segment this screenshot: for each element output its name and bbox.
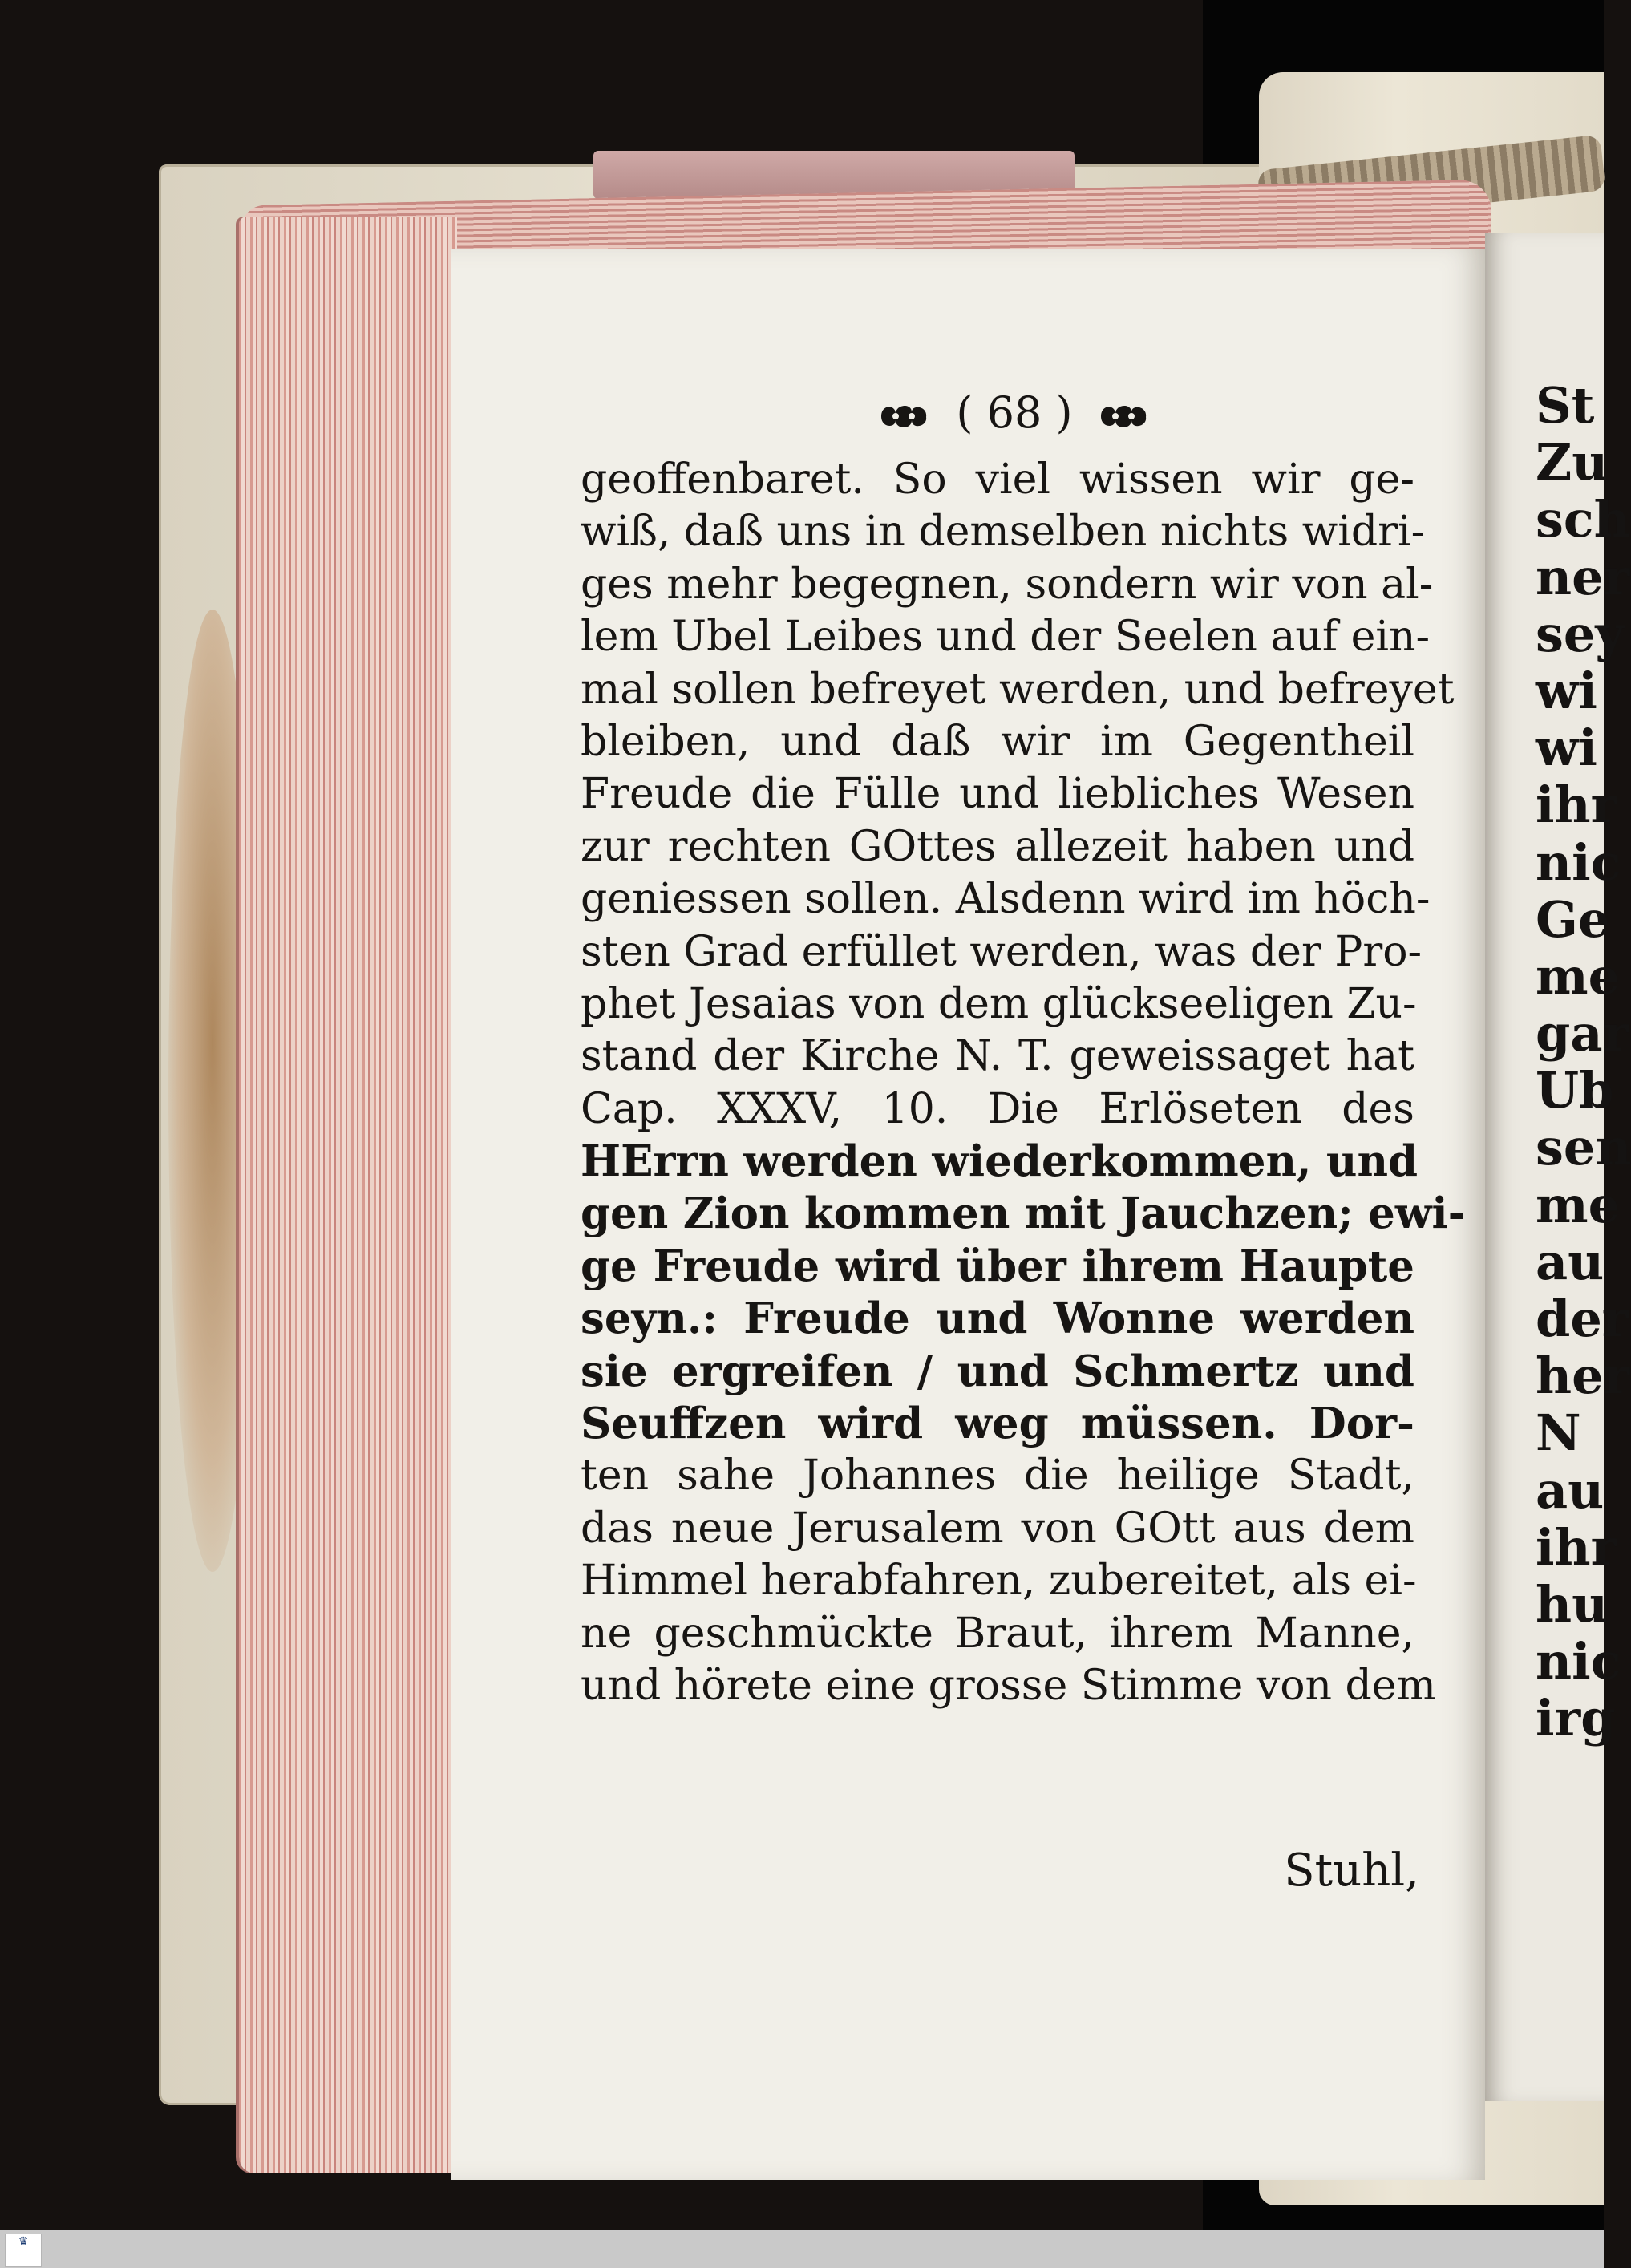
text-line: sie ergreifen / und Schmertz und [581, 1346, 1414, 1396]
text-line: mal sollen befreyet werden, und befreyet [581, 665, 1455, 714]
facing-line-fragment: au [1536, 1232, 1605, 1291]
facing-line-fragment: Ub [1536, 1061, 1614, 1120]
page-fore-edge [239, 217, 457, 2173]
text-line: seyn.: Freude und Wonne werden [581, 1294, 1414, 1344]
facing-line-fragment: ner [1536, 547, 1630, 606]
text-line: lem Ubel Leibes und der Seelen auf ein- [581, 613, 1431, 662]
page-number: ( 68 ) [956, 387, 1073, 438]
facing-line-fragment: wi [1536, 661, 1597, 720]
facing-line-fragment: her [1536, 1347, 1630, 1406]
text-line: geniessen sollen. Alsdenn wird im höch- [581, 875, 1431, 924]
text-line: ne geschmückte Braut, ihrem Manne, [581, 1609, 1414, 1658]
text-line: das neue Jerusalem von GOtt aus dem [581, 1504, 1414, 1553]
text-line: und hörete eine grosse Stimme von dem [581, 1661, 1436, 1710]
page-body-text [581, 454, 1466, 1712]
facing-line-fragment: Zu [1536, 433, 1609, 492]
text-line: ten sahe Johannes die heilige Stadt, [581, 1452, 1414, 1501]
facing-line-fragment: irg [1536, 1689, 1616, 1748]
text-line: HErrn werden wiederkommen, und [581, 1136, 1419, 1187]
facing-line-fragment: sch [1536, 490, 1630, 549]
facing-line-fragment: me [1536, 946, 1621, 1006]
facing-line-fragment: wi [1536, 719, 1597, 778]
facing-page-text [1536, 376, 1631, 1748]
text-line: sten Grad erfüllet werden, was der Pro- [581, 927, 1423, 976]
facing-line-fragment: ihr [1536, 776, 1617, 835]
facing-line-fragment: sen [1536, 1118, 1631, 1177]
library-logo-icon: ♛ [5, 2234, 42, 2267]
text-line: stand der Kirche N. T. geweissaget hat [581, 1032, 1414, 1081]
facing-line-fragment: nic [1536, 832, 1621, 892]
facing-line-fragment: hu [1536, 1574, 1609, 1634]
text-line: phet Jesaias von dem glückseeligen Zu- [581, 979, 1417, 1028]
facing-line-fragment: nic [1536, 1632, 1621, 1691]
text-line: ge Freude wird über ihrem Haupte [581, 1241, 1414, 1291]
text-line: Freude die Fülle und liebliches Wesen [581, 770, 1414, 819]
catchword: Stuhl, [1284, 1845, 1419, 1897]
text-line: Himmel herabfahren, zubereitet, als ei- [581, 1557, 1417, 1606]
text-line: wiß, daß uns in demselben nichts widri- [581, 508, 1426, 557]
text-line: gen Zion kommen mit Jauchzen; ewi- [581, 1189, 1466, 1239]
fleuron-left-icon [876, 398, 933, 435]
facing-line-fragment: sey [1536, 604, 1625, 663]
facing-line-fragment: der [1536, 1290, 1629, 1348]
fleuron-right-icon [1096, 398, 1152, 435]
text-line: geoffenbaret. So viel wissen wir ge- [581, 456, 1414, 504]
facing-line-fragment: au [1536, 1460, 1605, 1520]
text-line: ges mehr begegnen, sondern wir von al- [581, 560, 1434, 609]
facing-line-fragment: me [1536, 1175, 1621, 1234]
viewer-footer-bar [0, 2230, 1604, 2268]
text-line: Cap. XXXV, 10. Die Erlöseten des [581, 1084, 1414, 1133]
page-header [846, 385, 1183, 441]
facing-line-fragment: St [1536, 376, 1595, 435]
text-line: Seuffzen wird weg müssen. Dor- [581, 1399, 1414, 1449]
facing-line-fragment: ihr [1536, 1517, 1617, 1577]
facing-line-fragment: N [1536, 1403, 1581, 1463]
text-line: bleiben, und daß wir im Gegentheil [581, 717, 1414, 766]
facing-line-fragment: Ge [1536, 889, 1610, 949]
text-line: zur rechten GOttes allezeit haben und [581, 822, 1414, 871]
facing-line-fragment: gar [1536, 1004, 1629, 1063]
